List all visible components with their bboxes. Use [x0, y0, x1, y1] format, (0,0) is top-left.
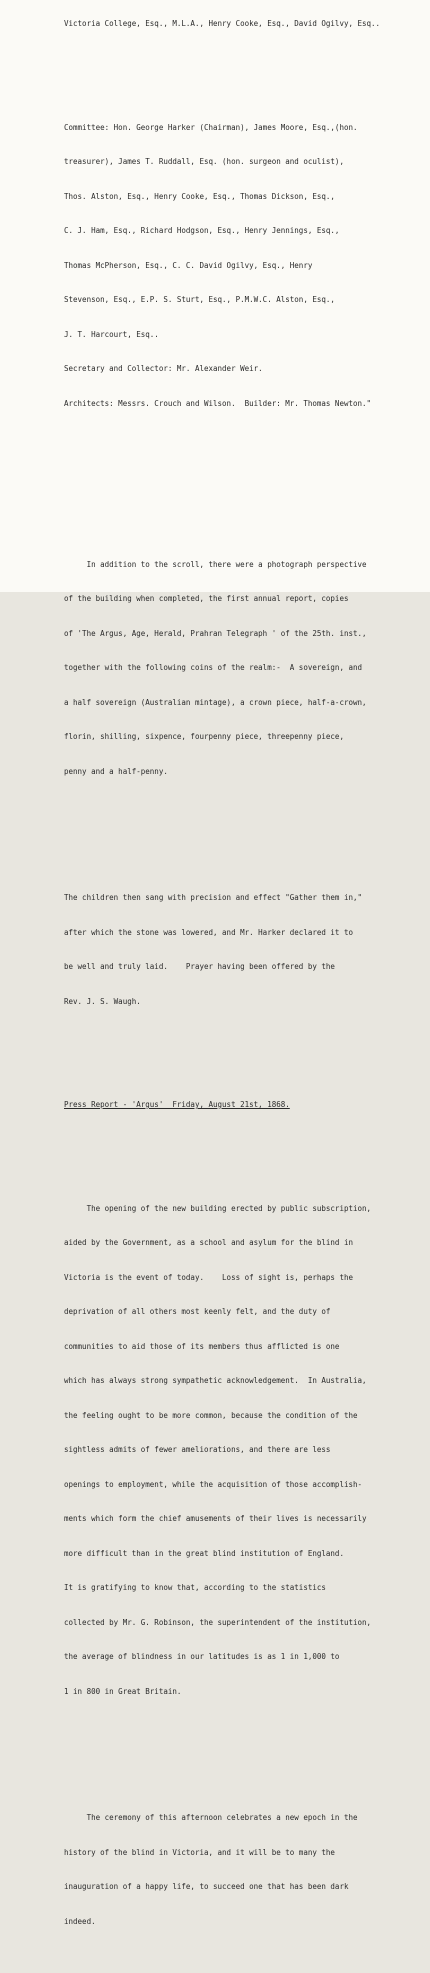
paragraph-line: collected by Mr. G. Robinson, the superintendent of the institution, — [64, 1617, 372, 1627]
paragraph-line: 1 in 800 in Great Britain. — [64, 1686, 182, 1696]
paragraph-line: florin, shilling, sixpence, fourpenny piece, threepenny piece, — [64, 732, 344, 741]
scroll-paragraph — [64, 536, 420, 801]
committee-line: J. T. Harcourt, Esq.. — [64, 329, 159, 339]
paragraph-line: of the building when completed, the first annual report, copies — [64, 594, 349, 603]
paragraph-line: the average of blindness in our latitudes is as 1 in 1,000 to — [64, 1652, 340, 1661]
paragraph-line: sightless admits of fewer ameliorations, and there are less — [64, 1445, 331, 1454]
spacer — [64, 1053, 420, 1065]
paragraph-line: Rev. J. S. Waugh. — [64, 996, 141, 1006]
paragraph-line: more difficult than in the great blind institution of England. — [64, 1548, 344, 1558]
paragraph-line: penny and a half-penny. — [64, 766, 168, 776]
architects-line: Architects: Messrs. Crouch and Wilson. Builder: Mr. Thomas Newton." — [64, 398, 372, 408]
paragraph-line: It is gratifying to know that, according to the statistics — [64, 1583, 326, 1592]
spacer — [64, 1134, 420, 1146]
committee-line: Committee: Hon. George Harker (Chairman), James Moore, Esq.,(hon. — [64, 122, 358, 132]
paragraph-line: inauguration of a happy life, to succeed one that has been dark — [64, 1882, 349, 1891]
paragraph-line: be well and truly laid. Prayer having been offered by the — [64, 962, 335, 971]
committee-line: Stevenson, Esq., E.P. S. Sturt, Esq., P.M.W.C. Alston, Esq., — [64, 295, 335, 304]
top-line: Victoria College, Esq., M.L.A., Henry Cooke, Esq., David Ogilvy, Esq.. — [64, 19, 381, 28]
document-body — [64, 0, 420, 1973]
spacer — [64, 1743, 420, 1755]
paragraph-line: the feeling ought to be more common, because the condition of the — [64, 1410, 358, 1420]
paragraph-line: deprivation of all others most keenly felt, and the duty of — [64, 1307, 331, 1316]
opening-paragraph — [64, 1180, 420, 1721]
paragraph-line: ments which form the chief amusements of their lives is necessarily — [64, 1514, 367, 1523]
paragraph-line: The ceremony of this afternoon celebrates a new epoch in the — [64, 1813, 358, 1822]
committee-line: Thomas McPherson, Esq., C. C. David Ogilvy, Esq., Henry — [64, 260, 313, 270]
spacer — [64, 823, 420, 835]
paragraph-line: a half sovereign (Australian mintage), a crown piece, half-a-crown, — [64, 697, 367, 707]
committee-paragraph — [64, 99, 420, 433]
paragraph-line: Victoria is the event of today. Loss of sight is, perhaps the — [64, 1272, 353, 1282]
paragraph-line: which has always strong sympathetic acknowledgement. In Australia, — [64, 1376, 367, 1385]
paragraph-line: together with the following coins of the realm:- A sovereign, and — [64, 663, 363, 672]
ceremony-paragraph — [64, 1789, 420, 1950]
committee-line: Thos. Alston, Esq., Henry Cooke, Esq., Thomas Dickson, Esq., — [64, 191, 335, 201]
paragraph-line: after which the stone was lowered, and Mr. Harker declared it to — [64, 927, 353, 937]
paragraph-line: In addition to the scroll, there were a photograph perspective — [64, 559, 367, 569]
paragraph-line: communities to aid those of its members thus afflicted is one — [64, 1341, 340, 1351]
paragraph-line: aided by the Government, as a school and asylum for the blind in — [64, 1238, 353, 1247]
children-paragraph — [64, 869, 420, 1030]
spacer — [64, 490, 420, 502]
paragraph-line: openings to employment, while the acquisition of those accomplish- — [64, 1479, 363, 1489]
spacer — [64, 455, 420, 467]
paragraph-line: The children then sang with precision and effect "Gather them in," — [64, 893, 363, 902]
secretary-line: Secretary and Collector: Mr. Alexander Weir. — [64, 364, 263, 373]
paragraph-line: The opening of the new building erected by public subscription, — [64, 1203, 372, 1213]
paragraph-line: history of the blind in Victoria, and it will be to many the — [64, 1847, 335, 1857]
press-report-heading: Press Report - 'Argus' Friday, August 21st, 1868. — [64, 1100, 290, 1109]
committee-line: treasurer), James T. Ruddall, Esq. (hon. surgeon and oculist), — [64, 157, 344, 166]
paragraph-line: indeed. — [64, 1916, 96, 1926]
spacer — [64, 53, 420, 65]
paragraph-line: of 'The Argus, Age, Herald, Prahran Telegraph ' of the 25th. inst., — [64, 628, 367, 638]
committee-line: C. J. Ham, Esq., Richard Hodgson, Esq., Henry Jennings, Esq., — [64, 226, 340, 235]
